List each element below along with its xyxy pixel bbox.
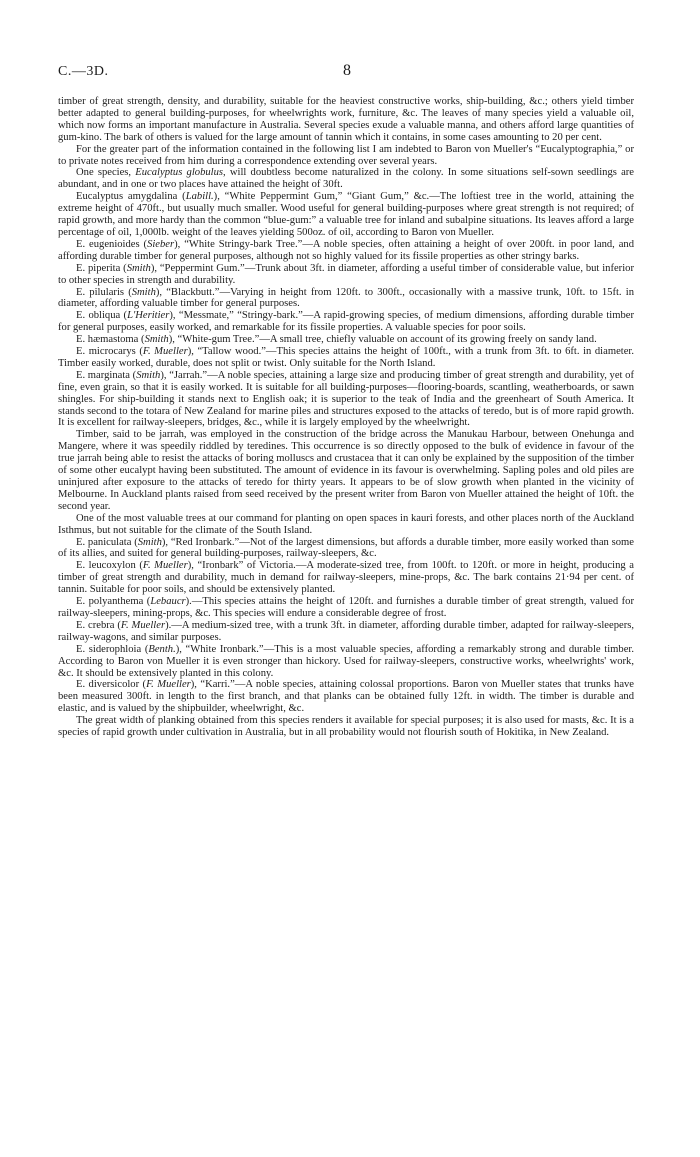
paragraph <box>58 96 634 144</box>
italic-text: Lebaucr <box>150 596 186 608</box>
italic-text: Smith <box>131 286 156 298</box>
italic-text: Smith <box>137 536 162 548</box>
page-body <box>58 96 634 739</box>
text-run: ), “White Ironbark.”—This is a most valuable species, affording a remarkably strong and durable timber. According to Baron von Mueller it is even stronger than hickory. Used for railway-sleepers, constructive works, wheelwrights' work, &c. It should be extensively planted in this colony. <box>58 643 634 679</box>
text-run: ), “Jarrah.”—A noble species, attaining a large size and producing timber of great strength and durability, yet of fine, even grain, so that it is easily worked. It is suitable for all building-purposes—flooring-boards, scantling, weatherboards, or sawn shingles. For ship-building it stands next to English oak; it is superior to the teak of India and the greenheart of South America. It stands second to the totara of New Zealand for marine piles and structures exposed to the attacks of teredo, but is of more rapid growth. It is excellent for railway-sleepers, bridges, &c., while it is largely employed by the wheelwright. <box>58 369 635 429</box>
italic-text: Eucalyptus globulus <box>135 167 224 179</box>
italic-text: F. Mueller <box>142 560 188 572</box>
text-run: ), “White Peppermint Gum,” “Giant Gum,” &c.—The loftiest tree in the world, attaining the extreme height of 470ft., but usually much smaller. Wood useful for general building-purposes where great strength is not required; of rapid growth, and more hardy than the common “blue-gum:” a valuable tree for inland and subalpine situations. Its leaves afford a large percentage of oil, 1,000lb. weight of the leaves yielding 500oz. of oil, according to Baron von Mueller. <box>58 191 634 238</box>
text-run: timber of great strength, density, and durability, suitable for the heaviest constructive works, ship-building, &c.; others yield timber better adapted to general building-purposes, for wheelwrights work, furniture, &c. The leaves of many species yield a valuable oil, which now forms an important manufacture in Australia. Several species exude a valuable manna, and others afford large quantities of gum-kino. The bark of others is valued for the large amount of tannin which it contains, in some cases amounting to 20 per cent. <box>58 96 634 143</box>
text-run: Timber, said to be jarrah, was employed in the construction of the bridge across the Manukau Harbour, between Onehunga and Mangere, where it was speedily riddled by teredines. This occurrence is so directly opposed to the bulk of evidence in favour of the true jarrah being able to resist the attacks of boring molluscs and crustacea that it can only be explained by the supposition of the timber of some other eucalypt having been substituted. The amount of evidence in its favour is overwhelming. Sapling poles and old piles are uninjured after exposure to the attacks of teredo for thirty years. It appears to be of slow growth when planted in the vicinity of Melbourne. In Auckland plants raised from seed received by the present writer from Baron von Mueller attained the height of 10ft. the second year. <box>58 429 635 512</box>
paragraph <box>58 513 634 537</box>
text-run: One species, <box>76 167 136 179</box>
text-run: One of the most valuable trees at our command for planting on open spaces in kauri forests, and other places north of the Auckland Isthmus, but not suitable for the climate of the South Island. <box>58 512 634 536</box>
text-run: Eucalyptus amygdalina ( <box>76 191 186 203</box>
paragraph <box>58 334 634 346</box>
text-run: E. obliqua ( <box>76 310 128 322</box>
text-run: E. paniculata ( <box>76 536 138 548</box>
text-run: ), “White Stringy-bark Tree.”—A noble species, often attaining a height of over 200ft. in poor land, and affording durable timber for general purposes, although not so highly valued for its fissile properties as other stringy barks. <box>58 238 635 262</box>
paragraph <box>58 287 634 311</box>
paragraph <box>58 144 634 168</box>
text-run: E. marginata ( <box>76 369 137 381</box>
text-run: ), “Tallow wood.”—This species attains the height of 100ft., with a trunk from 3ft. to 6ft. in diameter. Timber easily worked, durable, does not split or twist. Only suitable for the North Island. <box>58 346 635 369</box>
text-run: ), “Ironbark” of Victoria.—A moderate-sized tree, from 100ft. to 120ft. or more in height, producing a timber of great strength and durability, much in demand for railway-sleepers, mine-props, &c. The bark contains 21·94 per cent. of tannin. Suitable for poor soils, and should be extensively planted. <box>58 560 634 596</box>
text-run: E. piperita ( <box>76 262 127 274</box>
text-run: E. diversicolor ( <box>76 679 147 691</box>
paragraph <box>58 715 634 739</box>
italic-text: Smith <box>144 334 169 346</box>
italic-text: Sieber <box>147 238 175 250</box>
text-run: , will doubtless become naturalized in the colony. In some situations self-sown seedlings are abundant, and in one or two places have attained the height of 30ft. <box>58 167 635 191</box>
paragraph <box>58 429 634 512</box>
paragraph <box>58 191 634 239</box>
document-reference: C.—3D. <box>58 64 109 79</box>
text-run: ), “Red Ironbark.”—Not of the largest dimensions, but affords a durable timber, more easily worked than some of its allies, and suited for general building-purposes, railway-sleepers, &c. <box>58 536 634 560</box>
text-run: ), “White-gum Tree.”—A small tree, chiefly valuable on account of its growing freely on sandy land. <box>168 334 597 346</box>
italic-text: Smith <box>126 262 151 274</box>
text-run: ), “Messmate,” “Stringy-bark.”—A rapid-growing species, of medium dimensions, affording durable timber for general purposes, easily worked, and remarkable for its fissile properties. A valuable species for poor soils. <box>58 310 634 334</box>
text-run: E. siderophloia ( <box>76 643 149 655</box>
text-run: E. hæmastoma ( <box>76 334 145 346</box>
paragraph <box>58 596 634 620</box>
paragraph <box>58 263 634 287</box>
text-run: ), “Karri.”—A noble species, attaining colossal proportions. Baron von Mueller states that trunks have been measured 300ft. in length to the first branch, and that planks can be obtained fully 12ft. in width. The timber is durable and elastic, and is valued by the shipbuilder, wheelwright, &c. <box>58 679 635 715</box>
text-run: For the greater part of the information contained in the following list I am indebted to Baron von Mueller's “Eucalyptographia,” or to private notes received from him during a correspondence extending over several years. <box>58 143 634 167</box>
text-run: ), “Blackbutt.”—Varying in height from 120ft. to 300ft., occasionally with a massive trunk, 10ft. to 15ft. in diameter, affording valuable timber for general purposes. <box>58 286 634 310</box>
italic-text: Labill. <box>185 191 214 203</box>
paragraph <box>58 537 634 561</box>
text-run: E. eugenioides ( <box>76 238 148 250</box>
paragraph <box>58 370 634 430</box>
paragraph <box>58 560 634 596</box>
text-run: E. crebra ( <box>76 619 121 631</box>
paragraph <box>58 644 634 680</box>
paragraph <box>58 167 634 191</box>
italic-text: Smith <box>136 369 161 381</box>
text-run: E. microcarys ( <box>76 346 143 358</box>
text-run: ).—This species attains the height of 120ft. and furnishes a durable timber of great strength, valued for railway-sleepers, mining-props, &c. This species will endure a considerable degree of frost. <box>58 596 634 619</box>
paragraph <box>58 310 634 334</box>
page-header <box>58 64 638 84</box>
text-run: ).—A medium-sized tree, with a trunk 3ft. in diameter, affording durable timber, adapted for railway-sleepers, railway-wagons, and similar purposes. <box>58 619 634 643</box>
paragraph <box>58 239 634 263</box>
italic-text: F. Mueller <box>142 346 188 358</box>
page-number: 8 <box>343 62 351 79</box>
paragraph <box>58 679 634 715</box>
italic-text: L'Heritier <box>127 310 170 322</box>
text-run: The great width of planking obtained from this species renders it available for special purposes; it is also used for masts, &c. It is a species of rapid growth under cultivation in Australia, but in all probability would not flourish south of Hokitika, in New Zealand. <box>58 715 634 739</box>
text-run: E. leucoxylon ( <box>76 560 143 572</box>
italic-text: F. Mueller <box>146 679 191 691</box>
text-run: E. pilularis ( <box>76 286 132 298</box>
paragraph <box>58 620 634 644</box>
paragraph <box>58 346 634 370</box>
text-run: E. polyanthema ( <box>76 596 151 608</box>
text-run: ), “Peppermint Gum.”—Trunk about 3ft. in diameter, affording a useful timber of considerable value, but inferior to other species in strength and durability. <box>58 262 634 286</box>
italic-text: F. Mueller <box>120 619 166 631</box>
italic-text: Benth. <box>148 643 176 655</box>
